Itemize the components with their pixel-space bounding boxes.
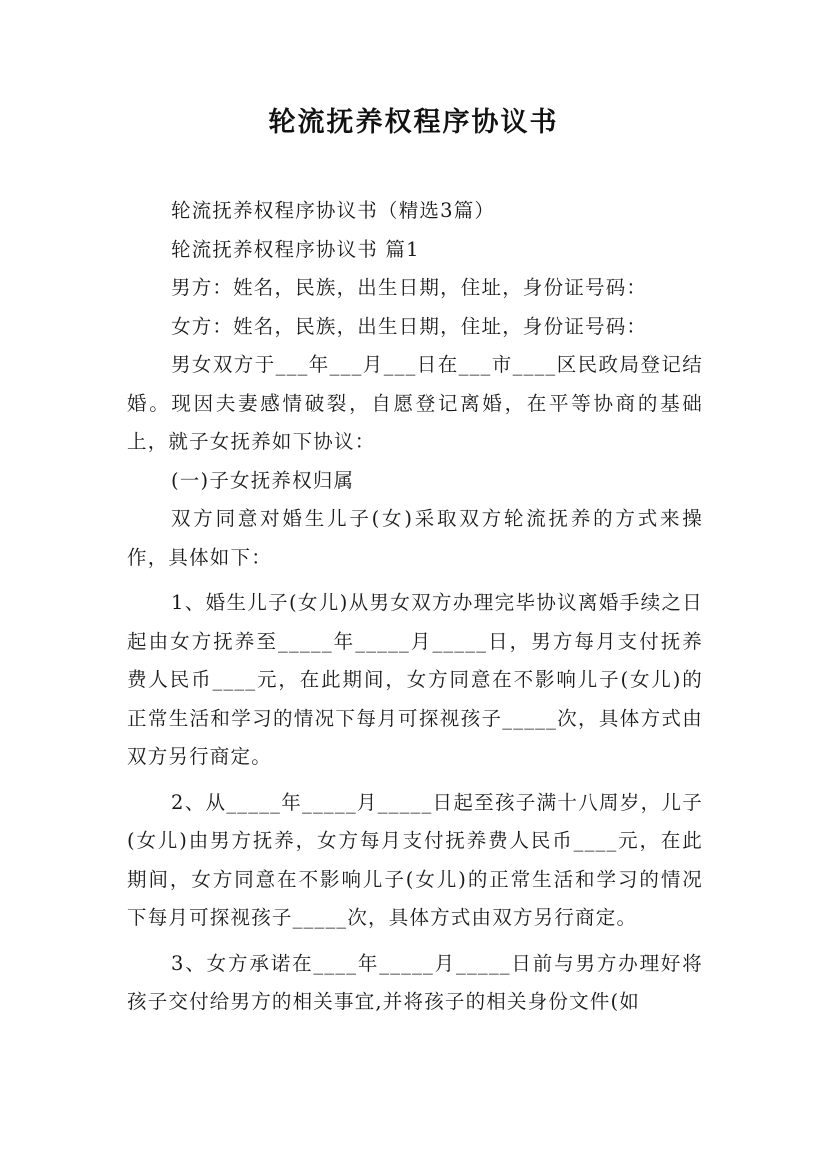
paragraph-clause-2: 2、从_____年_____月_____日起至孩子满十八周岁，儿子(女儿)由男方抚养，女方每月支付抚养费人民币____元，在此期间，女方同意在不影响儿子(女儿)的正常生活和学习的情况下每月可探视孩子_____次，具体方式由双方另行商定。 (127, 790, 703, 929)
paragraph-female-party: 女方：姓名，民族，出生日期，住址，身份证号码： (171, 314, 648, 338)
paragraph-custody-agreement: 双方同意对婚生儿子(女)采取双方轮流抚养的方式来操作，具体如下： (127, 507, 703, 569)
paragraph-subtitle: 轮流抚养权程序协议书（精选3篇） (171, 199, 496, 222)
paragraph-custody-heading: (一)子女抚养权归属 (171, 468, 355, 492)
document-title: 轮流抚养权程序协议书 (268, 107, 559, 138)
paragraph-section-heading: 轮流抚养权程序协议书 篇1 (171, 237, 420, 261)
paragraph-marriage-info: 男女双方于___年___月___日在___市____区民政局登记结婚。现因夫妻感情破裂，自愿登记离婚，在平等协商的基础上，就子女抚养如下协议： (127, 353, 703, 453)
document-body (127, 192, 703, 1022)
paragraph-clause-1: 1、婚生儿子(女儿)从男女双方办理完毕协议离婚手续之日起由女方抚养至_____年_____月_____日，男方每月支付抚养费人民币____元，在此期间，女方同意在不影响儿子(女儿)的正常生活和学习的情况下每月可探视孩子_____次，具体方式由双方另行商定。 (127, 591, 703, 768)
paragraph-clause-3: 3、女方承诺在____年_____月_____日前与男方办理好将孩子交付给男方的相关事宜,并将孩子的相关身份文件(如 (127, 951, 703, 1013)
paragraph-male-party: 男方：姓名，民族，出生日期，住址，身份证号码： (171, 276, 648, 299)
